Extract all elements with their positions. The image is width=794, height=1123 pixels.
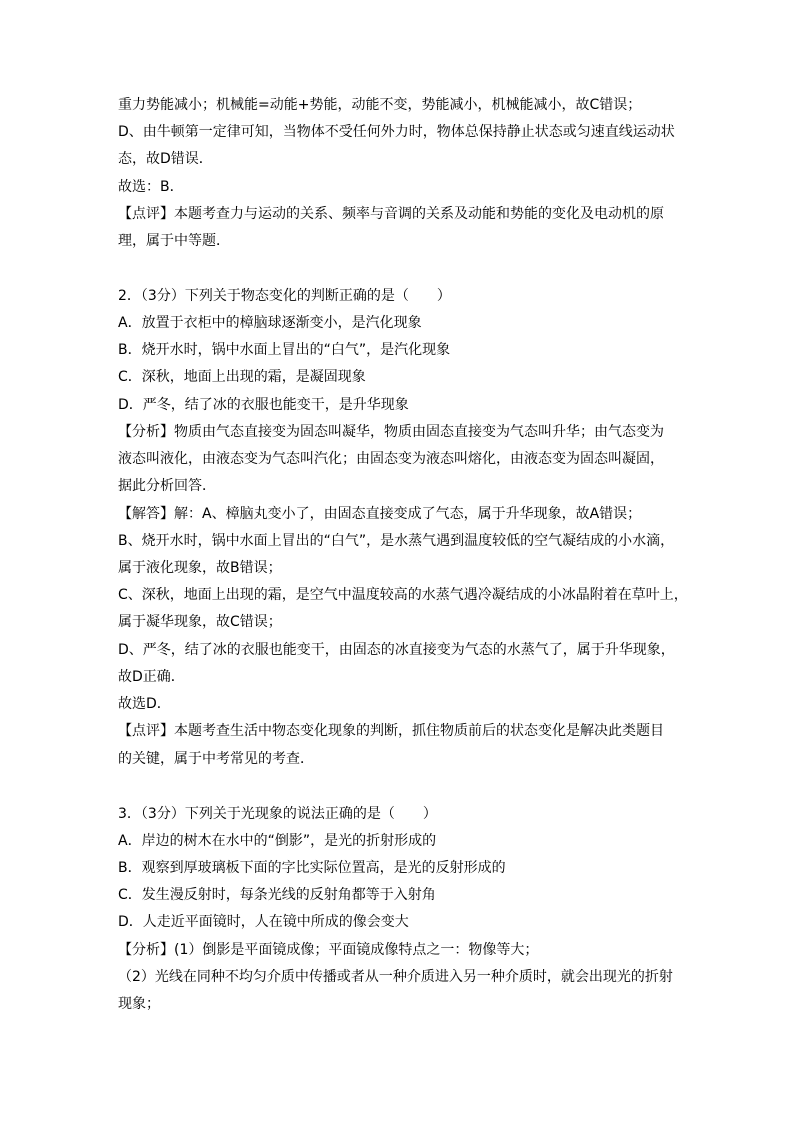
option-c: C．深秋，地面上出现的霜，是凝固现象	[118, 369, 366, 385]
text-line: 重力势能减小；机械能=动能+势能，动能不变，势能减小，机械能减小，故C错误；	[118, 97, 642, 113]
comment-line: 的关键，属于中考常见的考查．	[118, 751, 314, 767]
answer-line: 故D正确．	[118, 669, 185, 685]
answer-line: 属于液化现象，故B错误；	[118, 560, 282, 576]
option-d: D．严冬，结了冰的衣服也能变干，是升华现象	[118, 397, 409, 413]
answer-line: 属于凝华现象，故C错误；	[118, 614, 282, 630]
option-a: A．放置于衣柜中的樟脑球逐渐变小，是汽化现象	[118, 315, 422, 331]
analysis-line: 【分析】物质由气态直接变为固态叫凝华，物质由固态直接变为气态叫升华；由气态变为	[118, 424, 664, 440]
text-line: 理，属于中等题．	[118, 233, 230, 249]
option-b: B．观察到厚玻璃板下面的字比实际位置高，是光的反射形成的	[118, 860, 506, 876]
text-line: D、由牛顿第一定律可知，当物体不受任何外力时，物体总保持静止状态或匀速直线运动状	[118, 124, 675, 140]
comment-heading-line: 【点评】本题考查力与运动的关系、频率与音调的关系及动能和势能的变化及电动机的原	[118, 206, 664, 222]
answer-line: 故选D．	[118, 696, 171, 712]
question-3-title: 3．（3分）下列关于光现象的说法正确的是（ ）	[118, 806, 437, 822]
analysis-line: 【分析】(1）倒影是平面镜成像；平面镜成像特点之一：物像等大；	[118, 942, 539, 958]
answer-line: 【解答】解：A、樟脑丸变小了，由固态直接变成了气态，属于升华现象，故A错误；	[118, 506, 642, 522]
analysis-line: （2）光线在同种不均匀介质中传播或者从一种介质进入另一种介质时，就会出现光的折射	[118, 969, 673, 985]
comment-line: 【点评】本题考查生活中物态变化现象的判断，抓住物质前后的状态变化是解决此类题目	[118, 723, 664, 739]
analysis-line: 液态叫液化，由液态变为气态叫汽化；由固态变为液态叫熔化，由液态变为固态叫凝固，	[118, 451, 664, 467]
answer-line: C、深秋，地面上出现的霜，是空气中温度较高的水蒸气遇冷凝结成的小冰晶附着在草叶上，	[118, 587, 688, 603]
option-a: A．岸边的树木在水中的“倒影”，是光的折射形成的	[118, 833, 437, 849]
answer-line: D、严冬，结了冰的衣服也能变干，由固态的冰直接变为气态的水蒸气了，属于升华现象，	[118, 642, 675, 658]
analysis-line: 现象；	[118, 996, 160, 1012]
option-b: B．烧开水时，锅中水面上冒出的“白气”，是汽化现象	[118, 342, 451, 358]
text-line: 态，故D错误．	[118, 151, 213, 167]
option-c: C．发生漫反射时，每条光线的反射角都等于入射角	[118, 887, 436, 903]
option-d: D．人走近平面镜时，人在镜中所成的像会变大	[118, 914, 409, 930]
question-2-title: 2．（3分）下列关于物态变化的判断正确的是（ ）	[118, 288, 451, 304]
analysis-line: 据此分析回答．	[118, 478, 216, 494]
answer-line: B、烧开水时，锅中水面上冒出的“白气”，是水蒸气遇到温度较低的空气凝结成的小水滴，	[118, 533, 675, 549]
text-line: 故选：B．	[118, 179, 184, 195]
